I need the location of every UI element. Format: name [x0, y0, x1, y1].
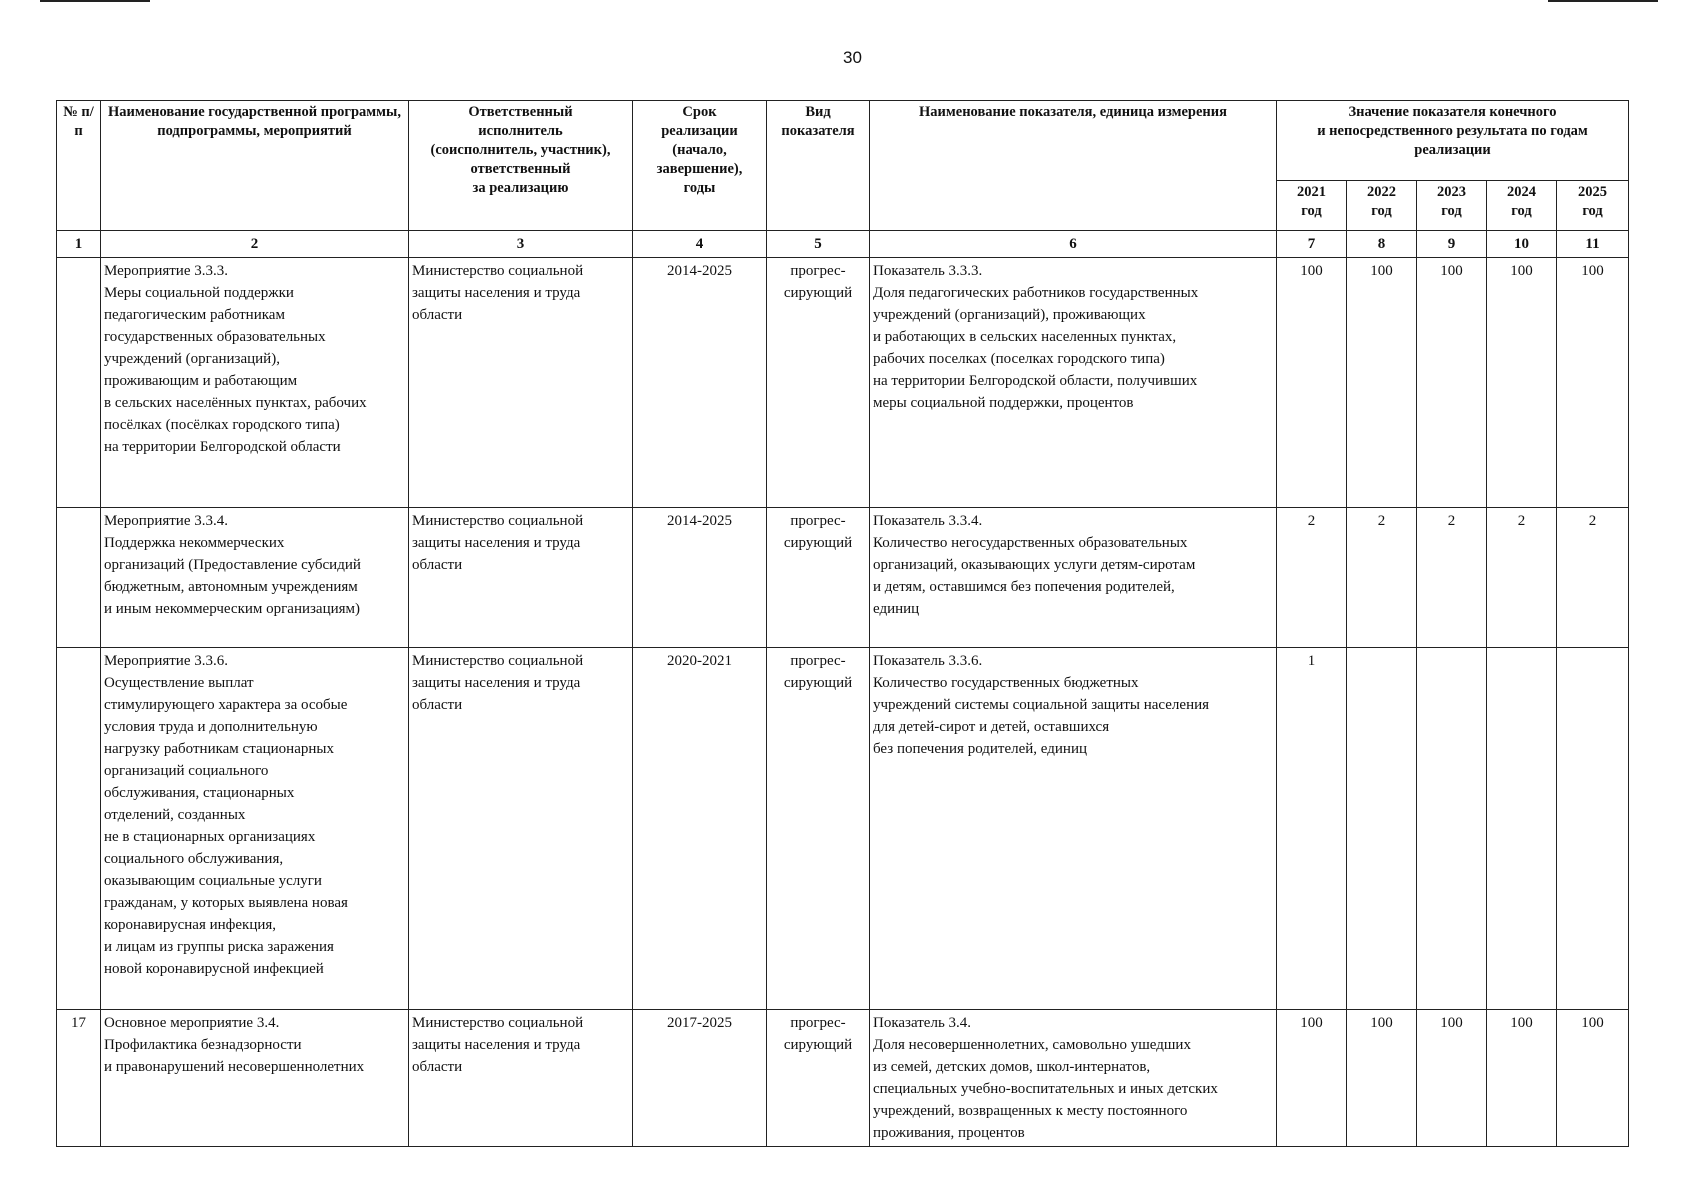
scan-edge-line-left [40, 0, 150, 2]
row-program-name: Основное мероприятие 3.4. Профилактика безнадзорности и правонарушений несовершеннолетних [101, 1010, 409, 1147]
page-number: 30 [843, 48, 862, 67]
header-indicator-values: Значение показателя конечного и непосредственного результата по годам реализации [1277, 101, 1629, 181]
column-number: 9 [1417, 231, 1487, 258]
row-indicator-type: прогрес- сирующий [767, 508, 870, 648]
header-year-2022: 2022 год [1347, 181, 1417, 231]
row-value-2024: 2 [1487, 508, 1557, 648]
row-value-2023: 100 [1417, 258, 1487, 508]
row-value-2022: 2 [1347, 508, 1417, 648]
table-row [57, 1010, 1629, 1147]
row-indicator-type: прогрес- сирующий [767, 648, 870, 1010]
column-number: 1 [57, 231, 101, 258]
header-program-name: Наименование государственной программы, подпрограммы, мероприятий [101, 101, 409, 231]
header-term: Срок реализации (начало, завершение), годы [633, 101, 767, 231]
row-executor: Министерство социальной защиты населения и труда области [409, 1010, 633, 1147]
table-row [57, 508, 1629, 648]
row-value-2025 [1557, 648, 1629, 1010]
scan-edge-line-right [1548, 0, 1658, 2]
row-value-2024 [1487, 648, 1557, 1010]
row-num [57, 648, 101, 1010]
column-number: 7 [1277, 231, 1347, 258]
header-year-2024: 2024 год [1487, 181, 1557, 231]
row-value-2023 [1417, 648, 1487, 1010]
header-year-2023: 2023 год [1417, 181, 1487, 231]
column-number: 2 [101, 231, 409, 258]
row-value-2024: 100 [1487, 258, 1557, 508]
header-indicator-type: Вид показателя [767, 101, 870, 231]
row-value-2025: 100 [1557, 258, 1629, 508]
row-program-name: Мероприятие 3.3.3. Меры социальной поддержки педагогическим работникам государственных образовательных учреждений (организаций), проживающим и работающим в сельских населённых пунктах, рабочих посёлках (посёлках городского типа) на территории Белгородской области [101, 258, 409, 508]
row-indicator: Показатель 3.3.3. Доля педагогических работников государственных учреждений (организаций), проживающих и работающих в сельских населенных пунктах, рабочих поселках (поселках городского типа) на территории Белгородской области, получивших меры социальной поддержки, процентов [870, 258, 1277, 508]
row-indicator: Показатель 3.3.4. Количество негосударственных образовательных организаций, оказывающих услуги детям-сиротам и детям, оставшимся без попечения родителей, единиц [870, 508, 1277, 648]
row-term: 2014-2025 [633, 258, 767, 508]
column-number: 8 [1347, 231, 1417, 258]
column-number: 10 [1487, 231, 1557, 258]
row-indicator: Показатель 3.4. Доля несовершеннолетних, самовольно ушедших из семей, детских домов, школ-интернатов, специальных учебно-воспитательных и иных детских учреждений, возвращенных к месту постоянного проживания, процентов [870, 1010, 1277, 1147]
row-value-2025: 100 [1557, 1010, 1629, 1147]
row-program-name: Мероприятие 3.3.4. Поддержка некоммерческих организаций (Предоставление субсидий бюджетным, автономным учреждениям и иным некоммерческим организациям) [101, 508, 409, 648]
column-number: 5 [767, 231, 870, 258]
column-number: 6 [870, 231, 1277, 258]
row-term: 2014-2025 [633, 508, 767, 648]
row-num: 17 [57, 1010, 101, 1147]
row-num [57, 508, 101, 648]
row-value-2021: 100 [1277, 1010, 1347, 1147]
row-value-2021: 1 [1277, 648, 1347, 1010]
column-number: 3 [409, 231, 633, 258]
row-value-2022: 100 [1347, 258, 1417, 508]
row-executor: Министерство социальной защиты населения и труда области [409, 258, 633, 508]
row-indicator: Показатель 3.3.6. Количество государственных бюджетных учреждений системы социальной защиты населения для детей-сирот и детей, оставшихся без попечения родителей, единиц [870, 648, 1277, 1010]
header-executor: Ответственный исполнитель (соисполнитель, участник), ответственный за реализацию [409, 101, 633, 231]
row-value-2024: 100 [1487, 1010, 1557, 1147]
table-header [57, 101, 1629, 258]
row-executor: Министерство социальной защиты населения и труда области [409, 508, 633, 648]
column-number: 11 [1557, 231, 1629, 258]
row-value-2023: 2 [1417, 508, 1487, 648]
row-term: 2020-2021 [633, 648, 767, 1010]
header-indicator-name: Наименование показателя, единица измерения [870, 101, 1277, 231]
header-year-2021: 2021 год [1277, 181, 1347, 231]
row-term: 2017-2025 [633, 1010, 767, 1147]
column-number-row [57, 231, 1629, 258]
row-indicator-type: прогрес- сирующий [767, 258, 870, 508]
row-indicator-type: прогрес- сирующий [767, 1010, 870, 1147]
row-value-2021: 2 [1277, 508, 1347, 648]
header-year-2025: 2025 год [1557, 181, 1629, 231]
program-table [56, 100, 1629, 1147]
row-value-2022: 100 [1347, 1010, 1417, 1147]
header-num: № п/п [57, 101, 101, 231]
row-num [57, 258, 101, 508]
row-value-2025: 2 [1557, 508, 1629, 648]
table-row [57, 648, 1629, 1010]
table-row [57, 258, 1629, 508]
column-number: 4 [633, 231, 767, 258]
row-value-2022 [1347, 648, 1417, 1010]
row-executor: Министерство социальной защиты населения и труда области [409, 648, 633, 1010]
row-value-2023: 100 [1417, 1010, 1487, 1147]
row-value-2021: 100 [1277, 258, 1347, 508]
row-program-name: Мероприятие 3.3.6. Осуществление выплат стимулирующего характера за особые условия труда и дополнительную нагрузку работникам стационарных организаций социального обслуживания, стационарных отделений, созданных не в стационарных организациях социального обслуживания, оказывающим социальные услуги гражданам, у которых выявлена новая коронавирусная инфекция, и лицам из группы риска заражения новой коронавирусной инфекцией [101, 648, 409, 1010]
